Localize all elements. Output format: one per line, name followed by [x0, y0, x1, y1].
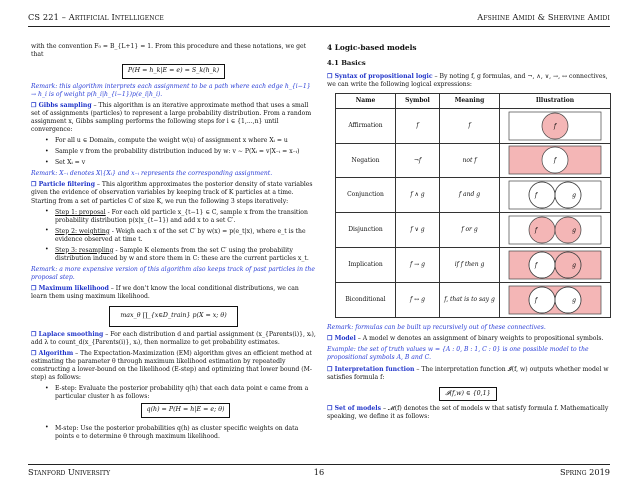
cell-symbol: f ∧ g: [396, 178, 440, 213]
pf-step-text: - Sample K elements from the set C′ using the probability distribution induced by w and store them in C: these are the current particles x_t.: [55, 246, 309, 262]
cell-meaning: not f: [440, 143, 500, 178]
model-checkbox-icon: ❐: [327, 334, 335, 342]
venn-diagram: [508, 111, 602, 141]
interp-title: Interpretation function: [334, 365, 415, 373]
page-footer: [28, 467, 610, 479]
gibbs-text: – This algorithm is an iterative approximate method that uses a small set of assignments (particles) to represent a large probability distribution. From a random assignment x, Gibbs sampling performs the following steps for i ∈ {1,...,n} until convergence:: [31, 102, 312, 134]
venn-label-f: f: [534, 227, 538, 235]
cell-meaning: f: [440, 108, 500, 143]
cell-meaning: f or g: [440, 213, 500, 248]
ml-checkbox-icon: ❐: [31, 284, 39, 292]
page-number: 16: [313, 467, 325, 477]
venn-label-f: f: [534, 296, 538, 304]
gibbs-checkbox-icon: ❐: [31, 102, 39, 110]
logic-table-body: [336, 108, 611, 317]
model-paragraph: [327, 335, 609, 343]
venn-diagram: [508, 215, 602, 245]
ml-text: – If we don't know the local conditional distributions, we can learn them using maximum likelihood.: [31, 284, 299, 301]
intro-text: with the convention F₀ = B_{L+1} = 1. From this procedure and these notations, we get that: [31, 43, 307, 59]
venn-label-g: g: [572, 192, 576, 200]
laplace-title: Laplace smoothing: [38, 330, 104, 338]
col-header-illustration: Illustration: [500, 93, 611, 108]
syntax-title: Syntax of propositional logic: [334, 72, 433, 80]
subsection-title: 4.1 Basics: [327, 58, 366, 67]
equation-box-max-likelihood: max_θ ∏_{x∈D_train} p(X = x; θ): [109, 306, 237, 326]
remark-recursive: Remark: formulas can be built up recursively out of these connectives.: [327, 323, 546, 331]
gibbs-title: Gibbs sampling: [38, 102, 92, 110]
pf-item: [45, 228, 316, 244]
cell-name: Conjunction: [336, 178, 396, 213]
em-title: Algorithm: [38, 350, 74, 357]
gibbs-item: • For all u ∈ Domainᵢ, compute the weight w(u) of assignment x where Xᵢ = u: [45, 137, 316, 145]
pf-step-label: Step 3: resampling: [55, 246, 114, 254]
setmod-checkbox-icon: ❐: [327, 405, 335, 413]
pf-text: – This algorithm approximates the posterior density of state variables given the evidence of observation variables by keeping track of K particles at a time. Starting from a set of particles C of size K, we run the following 3 steps iteratively:: [31, 181, 313, 205]
pf-item: [45, 247, 316, 263]
logic-table: [335, 93, 611, 318]
model-text: – A model w denotes an assignment of binary weights to propositional symbols.: [355, 334, 604, 342]
eq2-wrap: [31, 304, 316, 330]
cell-symbol: ¬f: [396, 143, 440, 178]
cell-illustration: [500, 108, 611, 143]
table-row: [336, 108, 611, 143]
setmod-text: – 𝓜(f) denotes the set of models w that satisfy formula f. Mathematically speaking, we define it as follows:: [327, 405, 609, 421]
cell-name: Biconditional: [336, 282, 396, 317]
pf-item: [45, 209, 316, 225]
cell-meaning: if f then g: [440, 247, 500, 282]
venn-circle-f: [529, 217, 555, 243]
setmod-paragraph: [327, 405, 609, 421]
em-estep-text: E-step: Evaluate the posterior probability q(h) that each data point e came from a particular cluster h as follows:: [55, 385, 309, 401]
venn-label-g: g: [572, 262, 576, 270]
pf-step-label: Step 2: weighting: [55, 227, 110, 235]
equation-box-interp: 𝓘(f,w) ∈ {0,1}: [439, 387, 496, 401]
laplace-text: – For each distribution d and partial assignment (x_{Parents(i)}, xᵢ), add λ to count_d(x_{Parents(i)}, xᵢ), then normalize to get probability estimates.: [31, 330, 316, 346]
gibbs-list: [45, 137, 316, 167]
table-row: [336, 247, 611, 282]
laplace-checkbox-icon: ❐: [31, 330, 39, 338]
pf-title: Particle filtering: [38, 181, 95, 189]
remark-expensive: Remark: a more expensive version of this algorithm also keeps track of past particles in the proposal step.: [31, 265, 315, 281]
em-paragraph: [31, 350, 316, 382]
venn-label-f: f: [534, 262, 538, 270]
table-row: [336, 178, 611, 213]
page-header: [28, 12, 610, 24]
em-item-estep: [45, 385, 316, 421]
gibbs-paragraph: [31, 102, 316, 134]
footer-term: Spring 2019: [559, 467, 610, 477]
syntax-text: – By noting f, g formulas, and ¬, ∧, ∨, →, ↔ connectives, we can write the following logical expressions:: [327, 72, 608, 88]
interp-text: – The interpretation function 𝓘(f, w) outputs whether model w satisfies formula f:: [327, 365, 609, 381]
footer-university: Stanford University: [28, 467, 111, 477]
header-rule: [28, 26, 610, 27]
venn-diagram: [508, 180, 602, 210]
cell-symbol: f → g: [396, 247, 440, 282]
pf-step-text: - For each old particle x_{t−1} ∈ C, sample x from the transition probability distribution p(x|x_{t−1}) and add x to a set C′.: [55, 208, 308, 224]
footer-rule: [28, 464, 610, 465]
remark-notation: Remark: X₋ᵢ denotes X\{Xᵢ} and x₋ᵢ represents the corresponding assignment.: [31, 170, 273, 178]
setmod-title: Set of models: [334, 405, 382, 413]
venn-diagram: [508, 250, 602, 280]
left-column: [31, 43, 316, 444]
header-course-title: CS 221 – Artificial Intelligence: [28, 12, 164, 22]
cell-name: Negation: [336, 143, 396, 178]
model-title: Model: [334, 334, 356, 342]
pf-step-text: - Weigh each x of the set C′ by w(x) = p(e_t|x), where e_t is the evidence observed at time t.: [55, 227, 306, 243]
cell-illustration: [500, 178, 611, 213]
pf-checkbox-icon: ❐: [31, 181, 39, 189]
equation-box-q: q(h) = P(H = h|E = e; θ): [141, 403, 231, 417]
venn-diagram: [508, 285, 602, 315]
header-authors: Afshine Amidi & Shervine Amidi: [477, 12, 610, 22]
cell-name: Affirmation: [336, 108, 396, 143]
ml-paragraph: [31, 285, 316, 301]
pf-paragraph: [31, 181, 316, 205]
pf-step-label: Step 1: proposal: [55, 208, 106, 216]
example-truth-values: Example: the set of truth values w = {A : 0, B : 1, C : 0} is one possible model to the propositional symbols A, B and C.: [327, 346, 589, 362]
equation-box-posterior: P(H = h_k|E = e) = S_k(h_k): [122, 64, 225, 78]
gibbs-item: • Sample v from the probability distribution induced by w: v ∼ P(Xᵢ = v|X₋ᵢ = x₋ᵢ): [45, 148, 316, 156]
gibbs-item: • Set Xᵢ = v: [45, 159, 316, 167]
venn-diagram: [508, 145, 602, 175]
cell-illustration: [500, 143, 611, 178]
venn-circle-g: [555, 217, 581, 243]
venn-label-f: f: [553, 157, 557, 165]
table-header-row: [336, 93, 611, 108]
venn-label-f: f: [553, 122, 557, 130]
cell-name: Disjunction: [336, 213, 396, 248]
cell-symbol: f ↔ g: [396, 282, 440, 317]
pf-list: [45, 209, 316, 263]
em-item-mstep: • M-step: Use the posterior probabilities q(h) as cluster specific weights on data points e to determine θ through maximum likelihood.: [45, 425, 316, 441]
em-checkbox-icon: ❐: [31, 350, 39, 357]
cell-illustration: [500, 247, 611, 282]
venn-label-f: f: [534, 192, 538, 200]
col-header-name: Name: [336, 93, 396, 108]
interp-paragraph: [327, 366, 609, 382]
col-header-meaning: Meaning: [440, 93, 500, 108]
cell-meaning: f, that is to say g: [440, 282, 500, 317]
laplace-paragraph: [31, 331, 316, 347]
em-text: – The Expectation-Maximization (EM) algorithm gives an efficient method at estimating the parameter θ through maximum likelihood estimation by repeatedly constructing a lower-bound on the likelihood (E-step) and optimizing that lower bound (M-step) as follows:: [31, 350, 312, 382]
cell-symbol: f ∨ g: [396, 213, 440, 248]
ml-title: Maximum likelihood: [38, 284, 109, 292]
venn-label-g: g: [572, 296, 576, 304]
cell-symbol: f: [396, 108, 440, 143]
em-list: [45, 385, 316, 440]
col-header-symbol: Symbol: [396, 93, 440, 108]
table-row: [336, 143, 611, 178]
eq1-wrap: [31, 62, 316, 82]
venn-label-g: g: [572, 227, 576, 235]
cell-meaning: f and g: [440, 178, 500, 213]
cell-name: Implication: [336, 247, 396, 282]
right-column: [327, 43, 609, 425]
cell-illustration: [500, 213, 611, 248]
interp-checkbox-icon: ❐: [327, 365, 335, 373]
eq-interp-wrap: [327, 385, 609, 405]
cell-illustration: [500, 282, 611, 317]
section-title: 4 Logic-based models: [327, 43, 417, 52]
syntax-checkbox-icon: ❐: [327, 72, 335, 80]
syntax-paragraph: [327, 73, 609, 89]
eq3-wrap: [55, 401, 316, 421]
table-row: [336, 213, 611, 248]
remark-path: Remark: this algorithm interprets each assignment to be a path where each edge h_{i−1} → h_i is of weight p(h_i|h_{i−1})p(e_i|h_i).: [31, 82, 311, 98]
table-row: [336, 282, 611, 317]
